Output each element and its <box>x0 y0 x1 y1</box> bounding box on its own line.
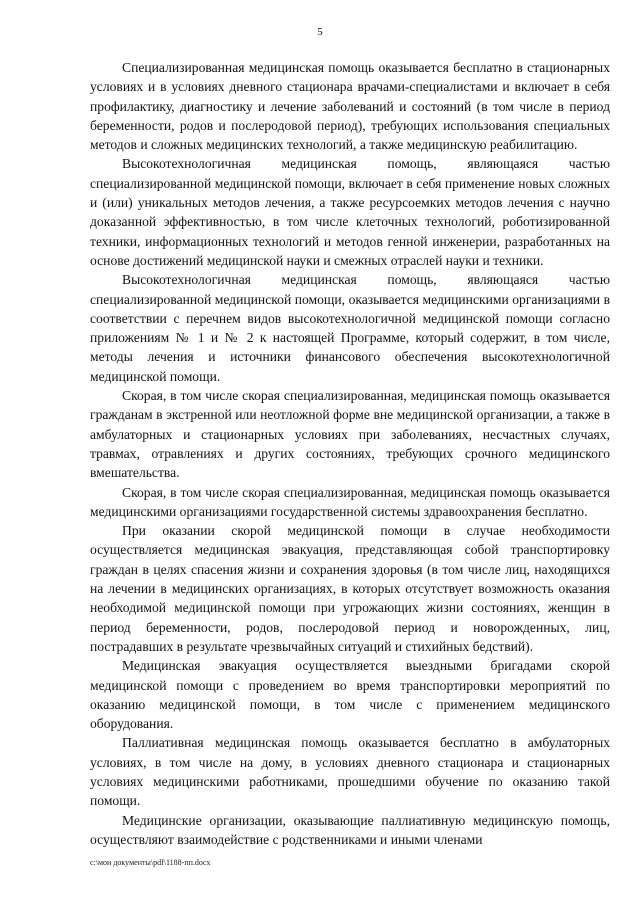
paragraph-specialized-care: Специализированная медицинская помощь оказывается бесплатно в стационарных условиях и в условиях дневного стационара врачами-специалистами и включает в себя профилактику, диагностику и лечение заболеваний и состояний (в том числе в период беременности, родов и послеродовой период), требующих использования специальных методов и сложных медицинских технологий, а также медицинскую реабилитацию. <box>90 60 610 153</box>
paragraph-emergency-care: Скорая, в том числе скорая специализированная, медицинская помощь оказывается гражданам в экстренной или неотложной форме вне медицинской организации, а также в амбулаторных и стационарных условиях при заболеваниях, несчастных случаях, травмах, отравлениях и других состояниях, требующих срочного медицинского вмешательства. <box>90 388 610 481</box>
page-number: 5 <box>317 26 323 38</box>
paragraph-evacuation-teams: Медицинская эвакуация осуществляется выездными бригадами скорой медицинской помощи с проведением во время транспортировки мероприятий по оказанию медицинской помощи, в том числе с применением медицинского оборудования. <box>90 658 610 732</box>
paragraph-high-tech-care-definition: Высокотехнологичная медицинская помощь, являющаяся частью специализированной медицинской помощи, включает в себя применение новых сложных и (или) уникальных методов лечения, а также ресурсоемких методов лечения с научно доказанной эффективностью, в том числе клеточных технологий, роботизированной техники, информационных технологий и методов генной инженерии, разработанных на основе достижений медицинской науки и смежных отраслей науки и техники. <box>90 156 610 268</box>
paragraph-emergency-care-free: Скорая, в том числе скорая специализированная, медицинская помощь оказывается медицинскими организациями государственной системы здравоохранения бесплатно. <box>90 484 610 519</box>
footer-file-path: c:\мои документы\pdf\1188-пп.docx <box>90 858 211 867</box>
paragraph-palliative-organizations: Медицинские организации, оказывающие паллиативную медицинскую помощь, осуществляют взаимодействие с родственниками и иными членами <box>90 812 610 847</box>
paragraph-high-tech-care-provision: Высокотехнологичная медицинская помощь, являющаяся частью специализированной медицинской помощи, оказывается медицинскими организациями в соответствии с перечнем видов высокотехнологичной медицинской помощи согласно приложениям № 1 и № 2 к настоящей Программе, который содержит, в том числе, методы лечения и источники финансового обеспечения высокотехнологичной медицинской помощи. <box>90 272 610 384</box>
paragraph-palliative-care: Паллиативная медицинская помощь оказывается бесплатно в амбулаторных условиях, в том числе на дому, в условиях дневного стационара и стационарных условиях медицинскими работниками, прошедшими обучение по оказанию такой помощи. <box>90 735 610 809</box>
paragraph-medical-evacuation: При оказании скорой медицинской помощи в случае необходимости осуществляется медицинская эвакуация, представляющая собой транспортировку граждан в целях спасения жизни и сохранения здоровья (в том числе лиц, находящихся на лечении в медицинских организациях, в которых отсутствует возможность оказания необходимой медицинской помощи при угрожающих жизни состояниях, женщин в период беременности, родов, послеродовой период и новорожденных, лиц, пострадавших в результате чрезвычайных ситуаций и стихийных бедствий). <box>90 523 610 654</box>
document-body <box>90 58 610 849</box>
